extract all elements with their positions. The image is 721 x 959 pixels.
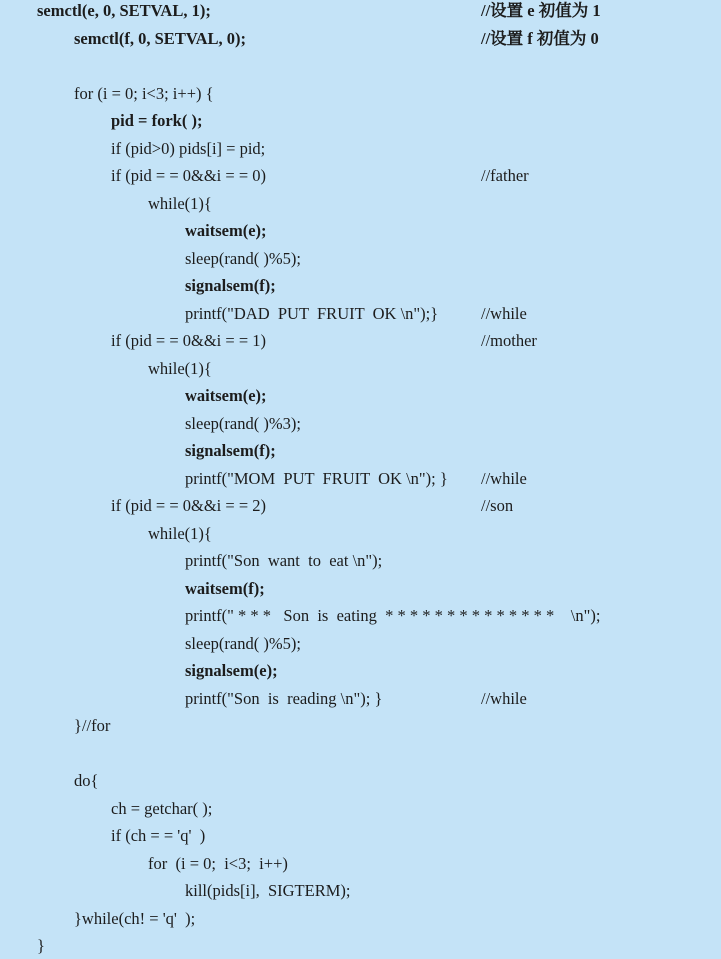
code-line	[0, 602, 721, 629]
code-comment: //while	[481, 688, 527, 708]
code-text: sleep(rand( )%5);	[185, 633, 301, 653]
code-text: for (i = 0; i<3; i++) {	[74, 83, 214, 103]
code-text: printf("Son is reading \n"); }	[185, 688, 383, 708]
code-text: ch = getchar( );	[111, 798, 213, 818]
code-line	[0, 712, 721, 739]
code-text: pid = fork( );	[111, 111, 203, 130]
code-text: }while(ch! = 'q' );	[74, 908, 196, 928]
code-comment: //设置 f 初值为 0	[481, 28, 599, 48]
code-line	[0, 80, 721, 107]
code-line	[0, 135, 721, 162]
code-text: printf("DAD PUT FRUIT OK \n");}	[185, 303, 439, 323]
code-text: sleep(rand( )%5);	[185, 248, 301, 268]
code-line	[0, 300, 721, 327]
code-line	[0, 877, 721, 904]
code-line	[0, 520, 721, 547]
code-line	[0, 850, 721, 877]
code-text: kill(pids[i], SIGTERM);	[185, 881, 351, 900]
code-text: do{	[74, 771, 99, 790]
code-line	[0, 795, 721, 822]
code-line	[0, 630, 721, 657]
code-text: waitsem(f);	[185, 578, 265, 598]
code-text: if (pid = = 0&&i = = 1)	[111, 331, 267, 350]
code-text: semctl(f, 0, SETVAL, 0);	[74, 28, 247, 48]
code-line	[0, 272, 721, 299]
code-text: signalsem(f);	[185, 441, 276, 460]
code-text: waitsem(e);	[185, 221, 267, 240]
code-text: while(1){	[148, 358, 212, 378]
code-line	[0, 190, 721, 217]
code-text: }//for	[74, 716, 111, 735]
code-line	[0, 245, 721, 272]
code-line	[0, 355, 721, 382]
code-line	[0, 492, 721, 519]
code-line	[0, 162, 721, 189]
code-line	[0, 685, 721, 712]
code-comment: //while	[481, 303, 527, 323]
code-text: while(1){	[148, 193, 212, 213]
code-text: printf("Son want to eat \n");	[185, 551, 383, 570]
code-line	[0, 740, 721, 767]
code-line	[0, 25, 721, 52]
code-text: printf(" * * * Son is eating * * * * * * * * * * * * * * \n");	[185, 606, 601, 625]
code-line	[0, 905, 721, 932]
code-text: while(1){	[148, 523, 212, 543]
code-line	[0, 107, 721, 134]
code-text: if (ch = = 'q' )	[111, 826, 206, 845]
code-text: sleep(rand( )%3);	[185, 413, 301, 433]
code-comment: //设置 e 初值为 1	[481, 1, 601, 20]
code-line	[0, 657, 721, 684]
code-text: waitsem(e);	[185, 386, 267, 405]
code-line	[0, 437, 721, 464]
code-comment: //son	[481, 496, 514, 515]
code-line	[0, 217, 721, 244]
code-line	[0, 575, 721, 602]
code-line	[0, 547, 721, 574]
code-text: if (pid = = 0&&i = = 0)	[111, 166, 267, 185]
code-line	[0, 52, 721, 79]
code-line	[0, 0, 721, 24]
code-line	[0, 822, 721, 849]
code-text: if (pid>0) pids[i] = pid;	[111, 138, 266, 158]
code-comment: //mother	[481, 331, 537, 350]
code-line	[0, 327, 721, 354]
code-comment: //while	[481, 468, 527, 488]
code-text: if (pid = = 0&&i = = 2)	[111, 496, 267, 515]
code-text: printf("MOM PUT FRUIT OK \n"); }	[185, 468, 448, 488]
code-text: signalsem(f);	[185, 276, 276, 295]
code-line	[0, 410, 721, 437]
code-line	[0, 382, 721, 409]
code-text: semctl(e, 0, SETVAL, 1);	[37, 1, 211, 20]
code-comment: //father	[481, 166, 529, 185]
code-line	[0, 465, 721, 492]
code-text: signalsem(e);	[185, 661, 278, 680]
code-line	[0, 767, 721, 794]
code-line	[0, 932, 721, 959]
code-text: for (i = 0; i<3; i++)	[148, 853, 288, 873]
code-text: }	[37, 936, 45, 955]
